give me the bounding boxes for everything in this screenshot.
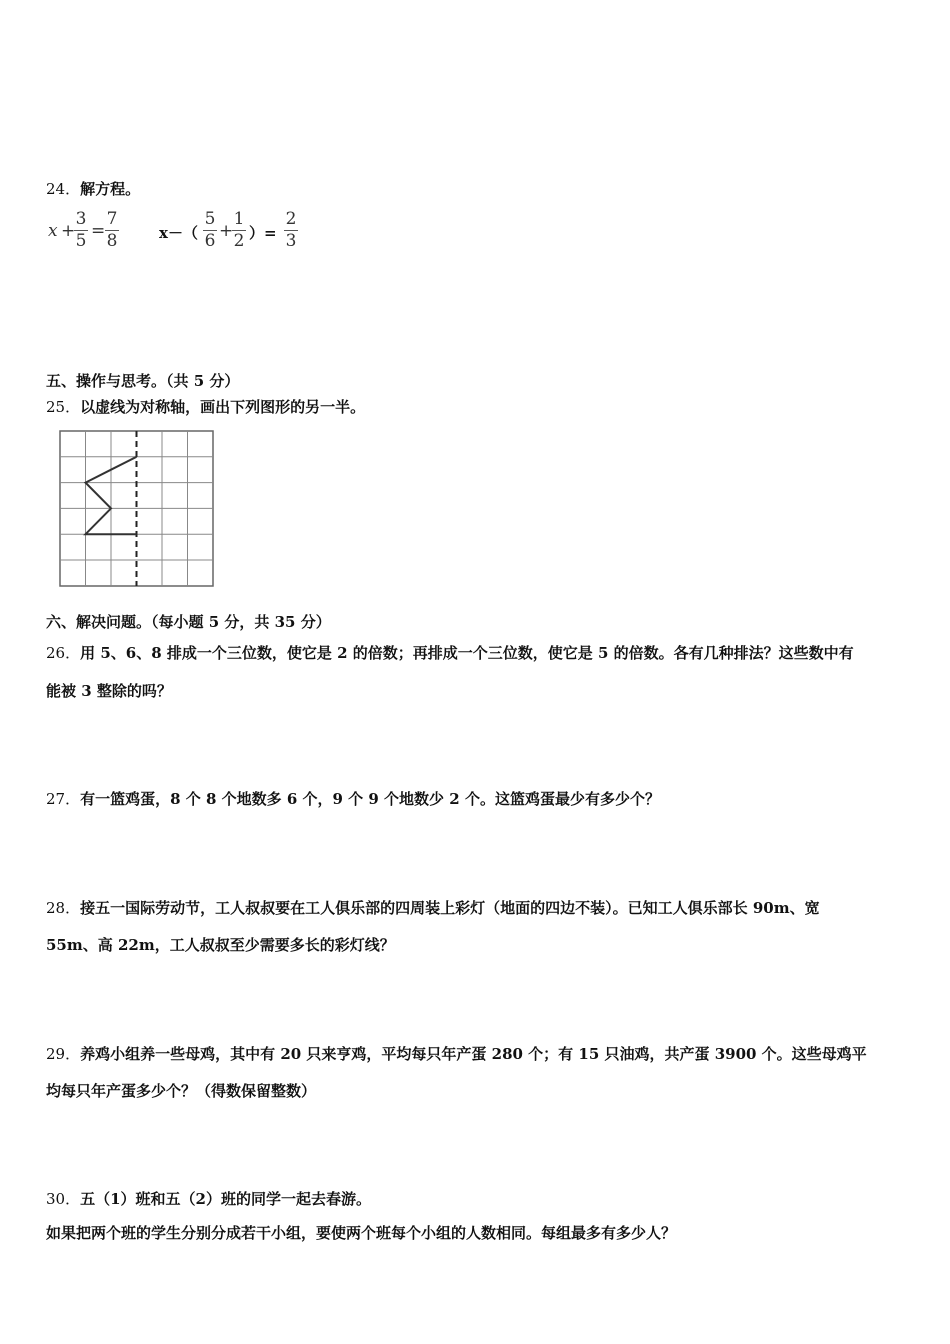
q26-text-1: 用 5、6、8 排成一个三位数，使它是 2 的倍数；再排成一个三位数，使它是 5 的倍数。各有几种排法？这些数中有	[80, 644, 854, 662]
eq2-numerator-3: 2	[285, 209, 297, 229]
q27-text: 有一篮鸡蛋，8 个 8 个地数多 6 个，9 个 9 个地数少 2 个。这篮鸡蛋最少有多少个？	[80, 790, 660, 808]
q29-text-2: 均每只年产蛋多少个？（得数保留整数）	[46, 1082, 317, 1100]
q29-number: 29．	[46, 1045, 81, 1063]
q29-text-1: 养鸡小组养一些母鸡，其中有 20 只来亨鸡，平均每只年产蛋 280 个；有 15 只油鸡，共产蛋 3900 个。这些母鸡平	[80, 1045, 867, 1063]
q29-line1	[46, 1043, 867, 1064]
section-6-title: 六、解决问题。（每小题 5 分，共 35 分）	[46, 613, 331, 631]
eq2-fraction-2	[232, 209, 246, 252]
eq2-denominator-1: 6	[204, 231, 216, 251]
eq1-denominator-2: 8	[106, 231, 118, 251]
q25-text: 以虚线为对称轴，画出下列图形的另一半。	[80, 398, 366, 416]
q25-heading	[46, 396, 365, 417]
eq1-numerator-2: 7	[106, 209, 118, 229]
eq2-denominator-2: 2	[233, 231, 245, 251]
q24-heading	[46, 178, 140, 199]
q26-text-2: 能被 3 整除的吗？	[46, 682, 172, 700]
q30-number: 30．	[46, 1190, 81, 1208]
q28-text-1: 接五一国际劳动节，工人叔叔要在工人俱乐部的四周装上彩灯（地面的四边不装）。已知工人俱乐部长 90m、宽	[80, 899, 820, 917]
eq2-numerator-2: 1	[233, 209, 245, 229]
eq1-numerator-1: 3	[75, 209, 87, 229]
q30-text-2: 如果把两个班的学生分别分成若干小组，要使两个班每个小组的人数相同。每组最多有多少人？	[46, 1224, 677, 1242]
eq1-equals: =	[91, 221, 106, 241]
eq1-variable: x	[48, 221, 58, 241]
eq2-lead: x－（	[159, 224, 198, 242]
q28-text-2: 55m、高 22m，工人叔叔至少需要多长的彩灯线？	[46, 936, 395, 954]
q26-number: 26．	[46, 644, 81, 662]
eq2-plus: +	[219, 221, 234, 241]
eq2-fraction-1	[203, 209, 217, 252]
eq1-fraction-1	[74, 209, 88, 252]
q26-line1	[46, 642, 854, 663]
eq1-denominator-1: 5	[75, 231, 87, 251]
q27-line	[46, 788, 660, 809]
eq2-close: ）=	[249, 224, 277, 242]
q30-text-1: 五（1）班和五（2）班的同学一起去春游。	[80, 1190, 371, 1208]
eq2-numerator-1: 5	[204, 209, 216, 229]
q27-number: 27．	[46, 790, 81, 808]
equations	[46, 208, 446, 258]
q24-number: 24．	[46, 180, 81, 198]
eq1-fraction-2	[105, 209, 119, 252]
eq2-fraction-3	[284, 209, 298, 252]
q30-line1	[46, 1188, 371, 1209]
eq1-plus: +	[61, 221, 76, 241]
q25-number: 25．	[46, 398, 81, 416]
section-5-title: 五、操作与思考。（共 5 分）	[46, 372, 240, 390]
symmetry-grid-figure	[59, 430, 215, 588]
q28-number: 28．	[46, 899, 81, 917]
q24-title: 解方程。	[80, 180, 141, 198]
q28-line1	[46, 897, 820, 918]
eq2-denominator-3: 3	[285, 231, 297, 251]
